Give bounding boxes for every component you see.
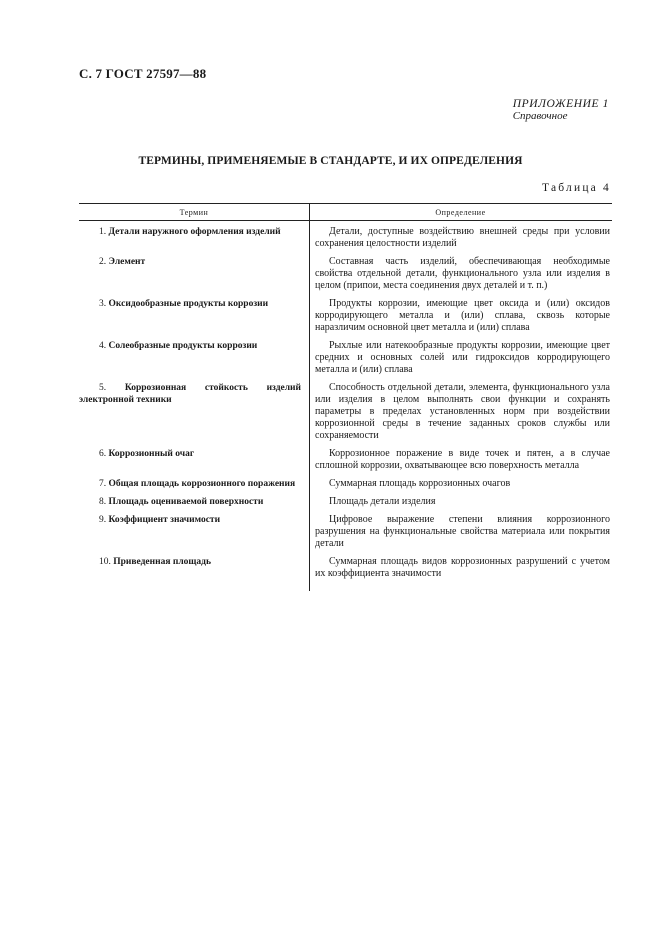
header-definition: Определение	[435, 207, 486, 217]
table-row	[79, 298, 612, 334]
term-cell: 10. Приведенная площадь	[99, 557, 212, 567]
table-row	[79, 478, 612, 490]
term-cell: 9. Коэффициент значимости	[99, 515, 221, 525]
table-header	[79, 203, 612, 221]
term-cell: 4. Солеобразные продукты коррозии	[99, 341, 258, 351]
table-label: Таблица 4	[542, 182, 611, 194]
table-row	[79, 382, 612, 442]
section-title: ТЕРМИНЫ, ПРИМЕНЯЕМЫЕ В СТАНДАРТЕ, И ИХ ОПРЕДЕЛЕНИЯ	[138, 155, 523, 167]
definition-cell: Площадь детали изделия	[329, 496, 436, 507]
definition-cell: Составная часть изделий, обеспечивающая необходимые свойства отдельной детали, функционального узла или изделия в целом (припои, места соединения двух деталей и т. п.)	[315, 256, 610, 291]
definition-cell: Способность отдельной детали, элемента, функционального узла или изделия в целом выполнять свои функции и сохранять параметры в пределах установленных норм при воздействии коррозионной среды в течение заданных сроков службы или сохраняемости	[315, 382, 610, 441]
term-cell: 3. Оксидообразные продукты коррозии	[99, 299, 269, 309]
table-row	[79, 496, 612, 508]
appendix-subtitle: Справочное	[512, 110, 568, 122]
appendix-block	[513, 98, 609, 122]
definition-cell: Рыхлые или натекообразные продукты коррозии, имеющие цвет средних и основных солей или гидроксидов корродирующего металла и (или) сплава	[315, 340, 610, 375]
appendix-title: ПРИЛОЖЕНИЕ 1	[512, 98, 609, 110]
term-cell: 7. Общая площадь коррозионного поражения	[99, 479, 296, 489]
table-row	[79, 556, 612, 580]
definition-cell: Цифровое выражение степени влияния коррозионного разрушения на функциональные свойства материала или покрытия детали	[315, 514, 610, 549]
header-term: Термин	[179, 207, 209, 217]
table-row	[79, 340, 612, 376]
term-cell: 6. Коррозионный очаг	[99, 449, 195, 459]
page-header: С. 7 ГОСТ 27597—88	[79, 66, 207, 81]
definition-cell: Суммарная площадь коррозионных очагов	[329, 478, 511, 489]
term-cell: 2. Элемент	[99, 257, 146, 267]
definition-cell: Коррозионное поражение в виде точек и пятен, а в случае сплошной коррозии, охватывающее всю поверхность металла	[315, 448, 610, 471]
term-cell: 1. Детали наружного оформления изделий	[99, 227, 281, 237]
term-cell: 5. Коррозионная стойкость изделий электронной техники	[79, 383, 301, 405]
table-row	[79, 448, 612, 472]
definition-cell: Продукты коррозии, имеющие цвет оксида и (или) оксидов корродирующего металла и (или) сплава, сквозь которые наразличим основной цвет металла и (или) сплава	[315, 298, 610, 333]
table-row	[79, 514, 612, 550]
definition-cell: Суммарная площадь видов коррозионных разрушений с учетом их коэффициента значимости	[315, 556, 610, 579]
table-row	[79, 256, 612, 292]
term-cell: 8. Площадь оцениваемой поверхности	[99, 497, 264, 507]
definition-cell: Детали, доступные воздействию внешней среды при условии сохранения целостности изделий	[315, 226, 610, 249]
table-row	[79, 226, 612, 250]
column-divider	[309, 203, 310, 591]
terms-table	[79, 203, 612, 580]
